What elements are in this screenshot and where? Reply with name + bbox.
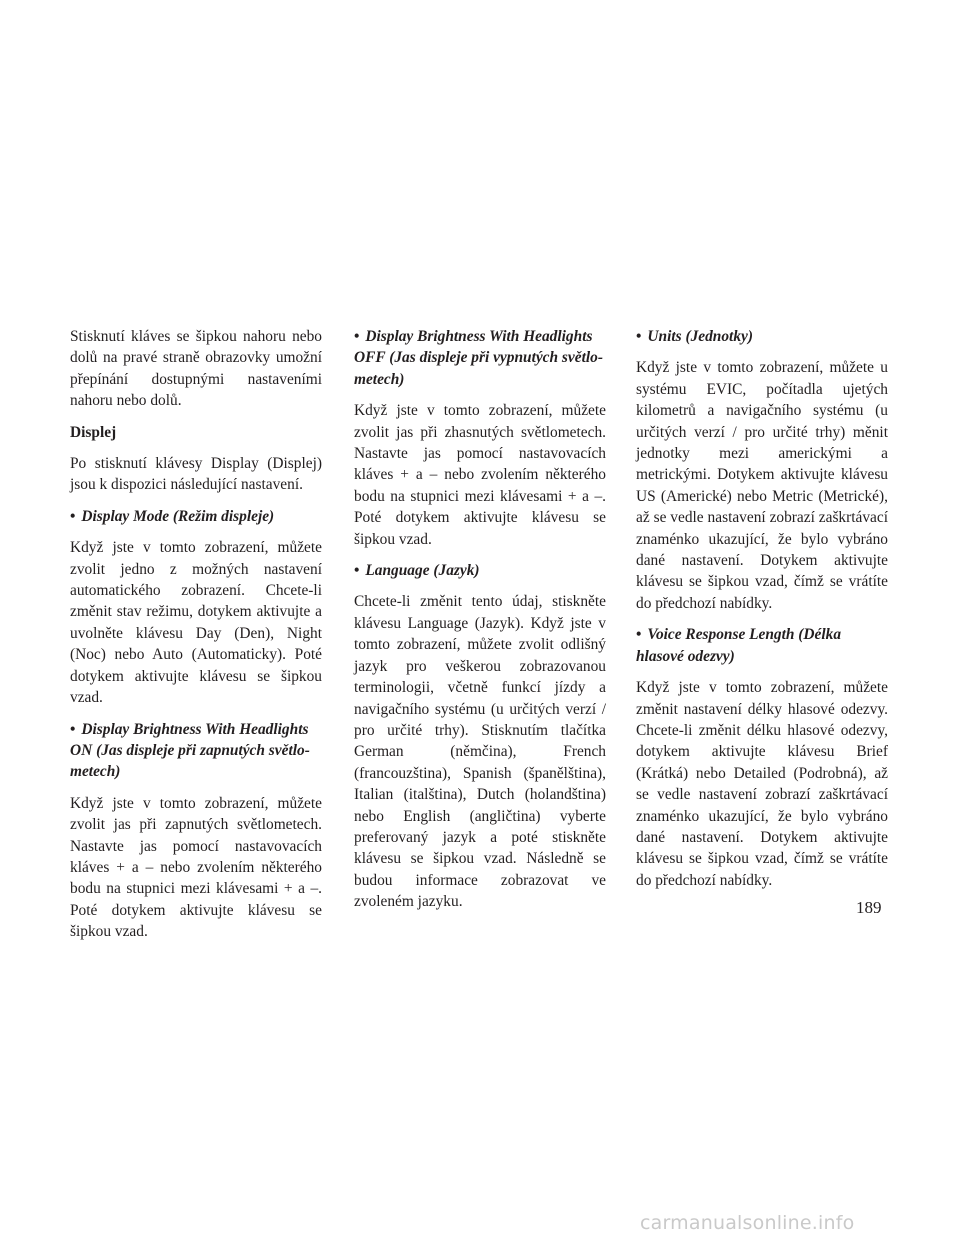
- language-paragraph: Chcete-li změnit tento údaj, stiskněte klávesu Language (Jazyk). Když jste v tomto zobrazení, můžete zvolit odlišný jazyk pro veškerou zobrazovanou terminologii, včetně funkcí jízdy a navigačního systému (u určitých verzí / pro určité trhy). Stisknutím tlačítka German (němčina), French (francouzština), Spanish (španělština), Italian (italština), Dutch (holandština) nebo English (angličtina) vyberte preferovaný jazyk a poté stiskněte klávesu se šipkou vzad. Následně se budou informace zobrazovat ve zvoleném jazyku.: [354, 593, 606, 911]
- language-heading-text: Language (Jazyk): [365, 562, 480, 580]
- units-paragraph: Když jste v tomto zobrazení, můžete u systému EVIC, počítadla ujetých kilometrů a navigačního systému (u určitých verzí / pro určité trhy) měnit jednotky mezi americkými a metrickými. Dotykem aktivujte klávesu US (Americké) nebo Metric (Metrické), až se vedle nastavení zobrazí zaškrtávací znaménko ukazující, že bylo vybráno dané nastavení. Dotykem aktivujte klávesu se šipkou vzad, čímž se vrátíte do předchozí nabídky.: [636, 359, 888, 612]
- bullet-glyph: •: [70, 507, 76, 525]
- bullet-glyph: •: [636, 328, 642, 345]
- brightness-on-heading: [70, 719, 322, 783]
- intro-paragraph: Stisknutí kláves se šipkou nahoru nebo dolů na pravé straně obrazovky umožní přepínání dostupnými nastaveními nahoru nebo dolů.: [70, 328, 322, 410]
- section-heading-displej: Displej: [70, 423, 117, 441]
- units-heading: [636, 326, 888, 347]
- display-mode-heading: [70, 506, 322, 527]
- voice-response-heading: [636, 624, 888, 667]
- brightness-off-heading: [354, 326, 606, 390]
- bullet-glyph: •: [354, 562, 360, 580]
- brightness-on-paragraph: Když jste v tomto zobrazení, můžete zvolit jas při zapnutých světlometech. Nastavte jas pomocí nastavovacích kláves + a – nebo zvolením některého bodu na stupnici mezi klávesami + a –. Poté dotykem aktivujte klávesu se šipkou vzad.: [70, 794, 322, 941]
- display-mode-paragraph: Když jste v tomto zobrazení, můžete zvolit jedno z možných nastavení automatického zobrazení. Chcete-li změnit stav režimu, dotykem aktivujte a uvolněte klávesu Day (Den), Night (Noc) nebo Auto (Automaticky). Poté dotykem aktivujte klávesu se šipkou vzad.: [70, 539, 322, 707]
- text-column-right: [636, 326, 888, 901]
- units-heading-text: Units (Jednotky): [647, 328, 753, 345]
- bullet-glyph: •: [354, 328, 360, 345]
- watermark: carmanualsonline.info: [640, 1212, 855, 1234]
- section-intro-paragraph: Po stisknutí klávesy Display (Displej) jsou k dispozici následující nastavení.: [70, 455, 322, 494]
- bullet-glyph: •: [70, 720, 76, 738]
- language-heading: [354, 560, 606, 581]
- bullet-glyph: •: [636, 626, 642, 644]
- voice-response-paragraph: Když jste v tomto zobrazení, můžete změnit nastavení délky hlasové odezvy. Chcete-li změnit délku hlasové odezvy, dotykem aktivujte klávesu Brief (Krátká) nebo Detailed (Podrobná), až se vedle nastavení zobrazí zaškrtávací znaménko ukazující, že bylo vybráno dané nastavení. Dotykem aktivujte klávesu se šipkou vzad, čímž se vrátíte do předchozí nabídky.: [636, 679, 888, 889]
- display-mode-heading-text: Display Mode (Režim displeje): [81, 507, 275, 525]
- brightness-off-heading-text: Display Brightness With Headlights OFF (Jas displeje při vypnutých světlometech): [354, 328, 603, 388]
- brightness-on-heading-text: Display Brightness With Headlights ON (Jas displeje při zapnutých světlometech): [70, 720, 310, 781]
- page-number: 189: [856, 898, 882, 917]
- voice-response-heading-text: Voice Response Length (Délka hlasové odezvy): [636, 626, 842, 665]
- text-column-left: [70, 326, 322, 953]
- brightness-off-paragraph: Když jste v tomto zobrazení, můžete zvolit jas při zhasnutých světlometech. Nastavte jas pomocí nastavovacích kláves + a – nebo zvolením některého bodu na stupnici mezi klávesami + a –. Poté dotykem aktivujte klávesu se šipkou vzad.: [354, 402, 606, 548]
- text-column-middle: [354, 326, 606, 923]
